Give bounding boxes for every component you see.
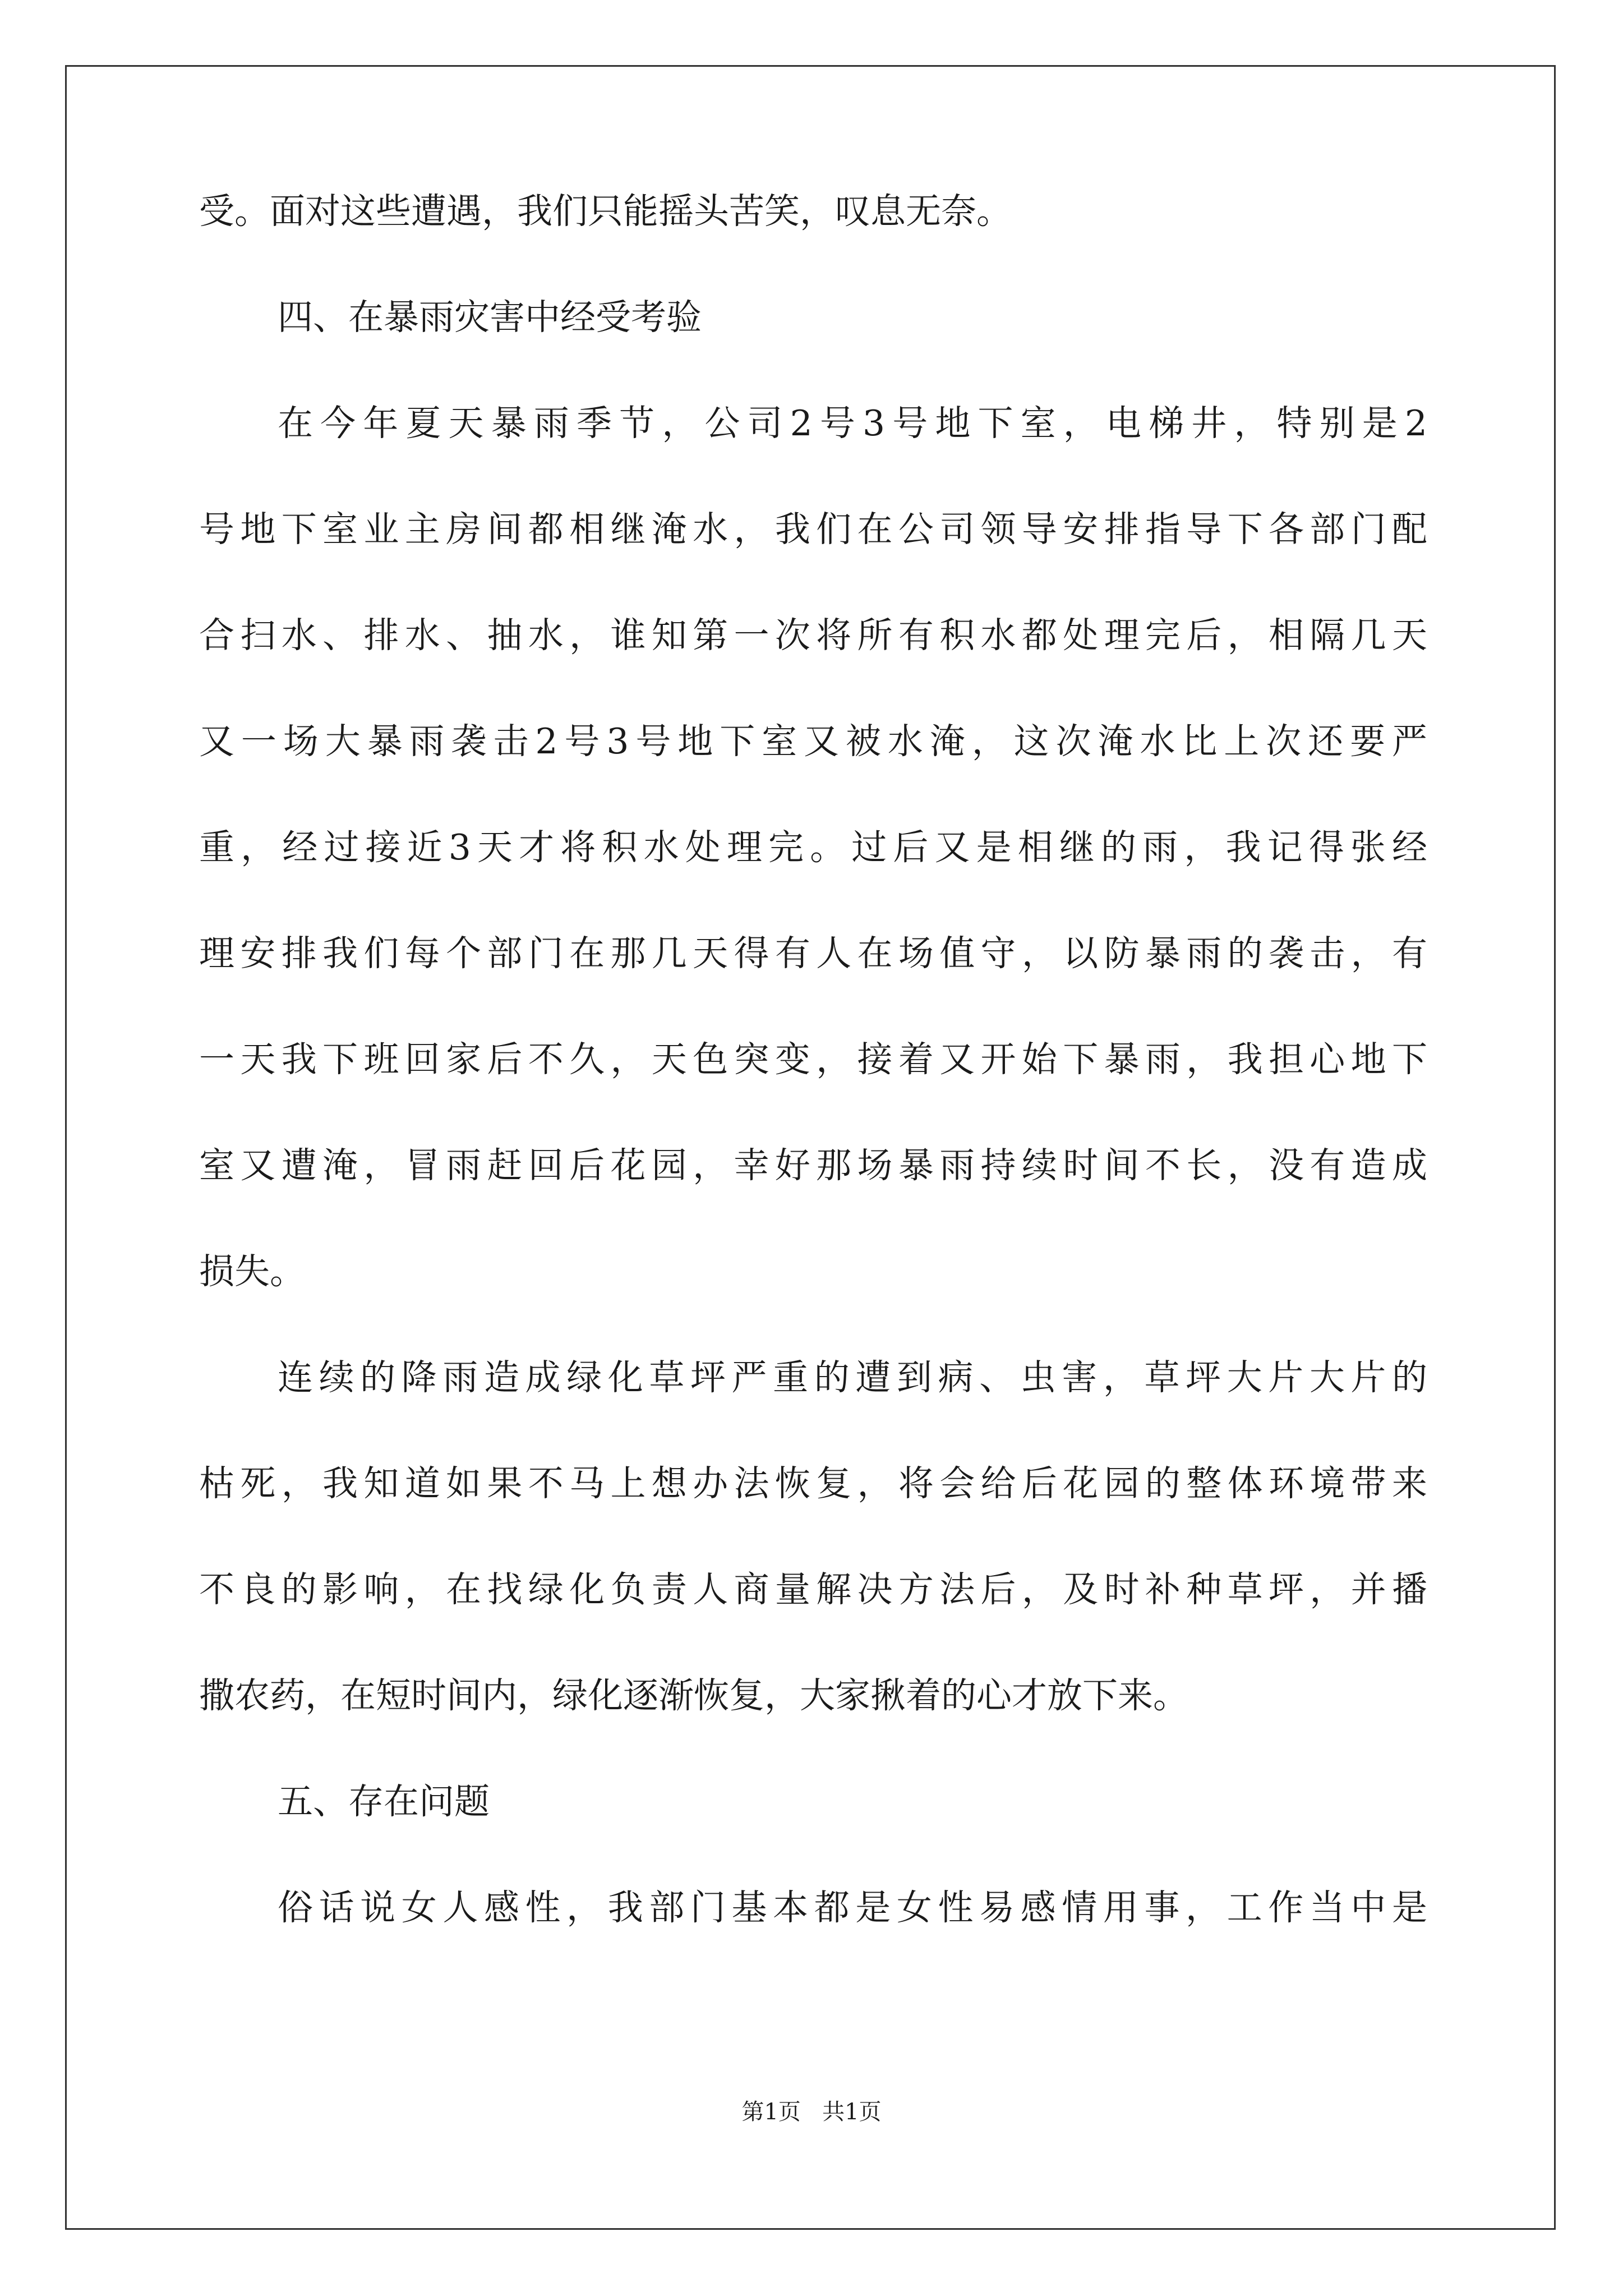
text-line: 损失。 (199, 1251, 305, 1292)
page-number: 第1页 (741, 2099, 801, 2125)
text-line: 四、在暴雨灾害中经受考验 (278, 297, 702, 338)
page-total: 共1页 (822, 2099, 882, 2125)
page-footer (0, 2101, 1623, 2123)
text-line: 枯死，我知道如果不马上想办法恢复，将会给后花园的整体环境带来 (199, 1463, 1427, 1504)
text-line: 俗话说女人感性，我部门基本都是女性易感情用事，工作当中是 (278, 1887, 1427, 1928)
text-line: 又一场大暴雨袭击2号3号地下室又被水淹，这次淹水比上次还要严 (199, 721, 1427, 762)
document-body (199, 191, 1427, 1996)
text-line: 理安排我们每个部门在那几天得有人在场值守，以防暴雨的袭击，有 (199, 933, 1427, 974)
text-line: 重，经过接近3天才将积水处理完。过后又是相继的雨，我记得张经 (199, 827, 1427, 868)
text-line: 不良的影响，在找绿化负责人商量解决方法后，及时补种草坪，并播 (199, 1569, 1427, 1610)
text-line: 一天我下班回家后不久，天色突变，接着又开始下暴雨，我担心地下 (199, 1039, 1427, 1080)
text-line: 室又遭淹，冒雨赶回后花园，幸好那场暴雨持续时间不长，没有造成 (199, 1145, 1427, 1186)
text-line: 在今年夏天暴雨季节，公司2号3号地下室，电梯井，特别是2 (278, 403, 1427, 444)
text-line: 撒农药，在短时间内，绿化逐渐恢复，大家揪着的心才放下来。 (199, 1675, 1188, 1716)
text-line: 连续的降雨造成绿化草坪严重的遭到病、虫害，草坪大片大片的 (278, 1357, 1427, 1398)
text-line: 受。面对这些遭遇，我们只能摇头苦笑，叹息无奈。 (199, 191, 1012, 232)
footer-gap (801, 2099, 822, 2125)
text-line: 号地下室业主房间都相继淹水，我们在公司领导安排指导下各部门配 (199, 509, 1427, 550)
text-line: 合扫水、排水、抽水，谁知第一次将所有积水都处理完后，相隔几天 (199, 615, 1427, 656)
text-line: 五、存在问题 (278, 1781, 490, 1822)
